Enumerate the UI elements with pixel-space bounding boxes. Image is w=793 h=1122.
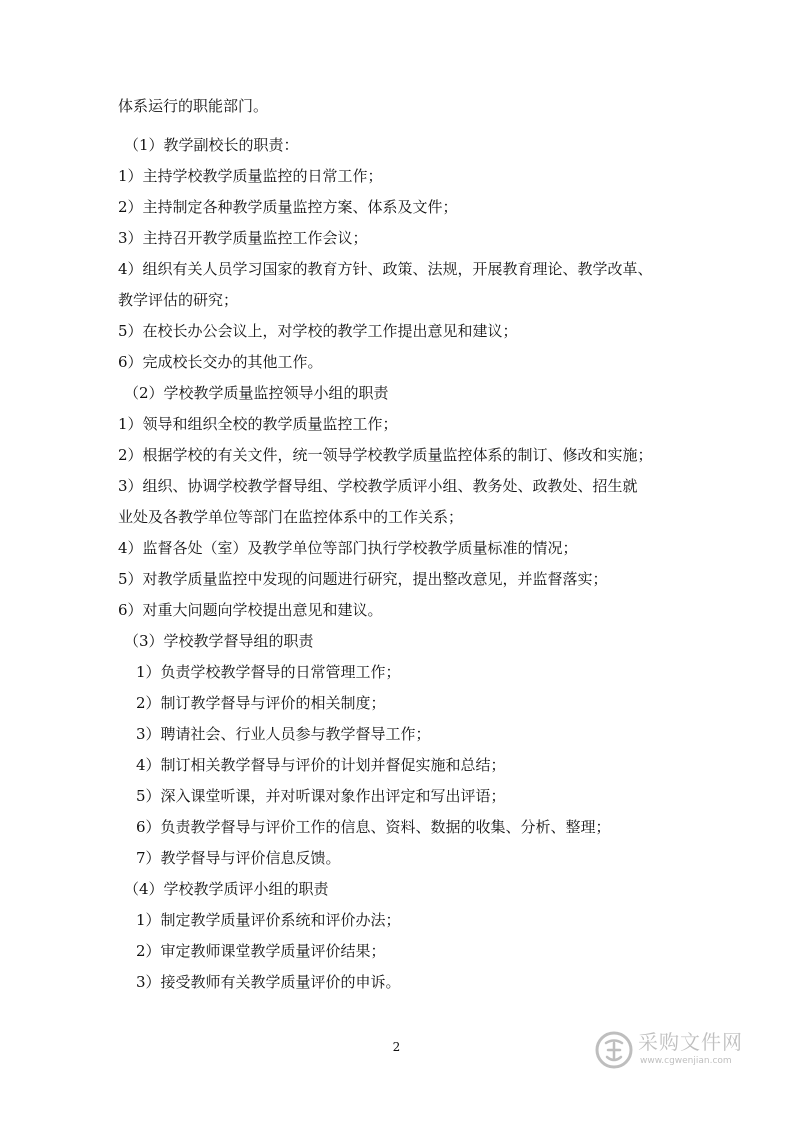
watermark-url: www.cgwenjian.com <box>640 1056 732 1066</box>
list-item: 1）制定教学质量评价系统和评价办法； <box>136 911 401 929</box>
watermark-name: 采购文件网 <box>638 1030 743 1054</box>
list-item: 6）负责教学督导与评价工作的信息、资料、数据的收集、分析、整理； <box>136 818 611 836</box>
list-item: 4）组织有关人员学习国家的教育方针、政策、法规，开展教育理论、教学改革、 <box>118 260 653 278</box>
watermark-logo-icon <box>594 1030 634 1070</box>
list-item: 5）在校长办公会议上，对学校的教学工作提出意见和建议； <box>118 322 518 340</box>
list-item: 6）完成校长交办的其他工作。 <box>118 353 323 371</box>
list-item: 3）聘请社会、行业人员参与教学督导工作； <box>136 725 431 743</box>
watermark <box>594 1026 764 1074</box>
list-item-continuation: 教学评估的研究； <box>118 291 239 309</box>
list-item: 3）接受教师有关教学质量评价的申诉。 <box>136 973 401 991</box>
list-item: 1）主持学校教学质量监控的日常工作； <box>118 167 383 185</box>
section-heading: （1）教学副校长的职责： <box>124 136 299 154</box>
list-item: 1）负责学校教学督导的日常管理工作； <box>136 663 401 681</box>
list-item-continuation: 业处及各教学单位等部门在监控体系中的工作关系； <box>118 508 464 526</box>
list-item: 5）对教学质量监控中发现的问题进行研究，提出整改意见，并监督落实； <box>118 570 608 588</box>
list-item: 3）组织、协调学校教学督导组、学校教学质评小组、教务处、政教处、招生就 <box>118 477 638 495</box>
section-heading: （2）学校教学质量监控领导小组的职责 <box>124 384 389 402</box>
list-item: 2）主持制定各种教学质量监控方案、体系及文件； <box>118 198 458 216</box>
section-heading: （3）学校教学督导组的职责 <box>124 632 314 650</box>
list-item: 7）教学督导与评价信息反馈。 <box>136 849 341 867</box>
list-item: 2）制订教学督导与评价的相关制度； <box>136 694 386 712</box>
list-item: 4）制订相关教学督导与评价的计划并督促实施和总结； <box>136 756 506 774</box>
list-item: 2）审定教师课堂教学质量评价结果； <box>136 942 386 960</box>
page-number: 2 <box>392 1040 401 1054</box>
section-heading: （4）学校教学质评小组的职责 <box>124 880 329 898</box>
text-line: 体系运行的职能部门。 <box>118 97 269 115</box>
list-item: 4）监督各处（室）及教学单位等部门执行学校教学质量标准的情况； <box>118 539 578 557</box>
list-item: 2）根据学校的有关文件，统一领导学校教学质量监控体系的制订、修改和实施； <box>118 446 653 464</box>
list-item: 1）领导和组织全校的教学质量监控工作； <box>118 415 398 433</box>
list-item: 5）深入课堂听课，并对听课对象作出评定和写出评语； <box>136 787 506 805</box>
list-item: 6）对重大问题向学校提出意见和建议。 <box>118 601 383 619</box>
list-item: 3）主持召开教学质量监控工作会议； <box>118 229 368 247</box>
